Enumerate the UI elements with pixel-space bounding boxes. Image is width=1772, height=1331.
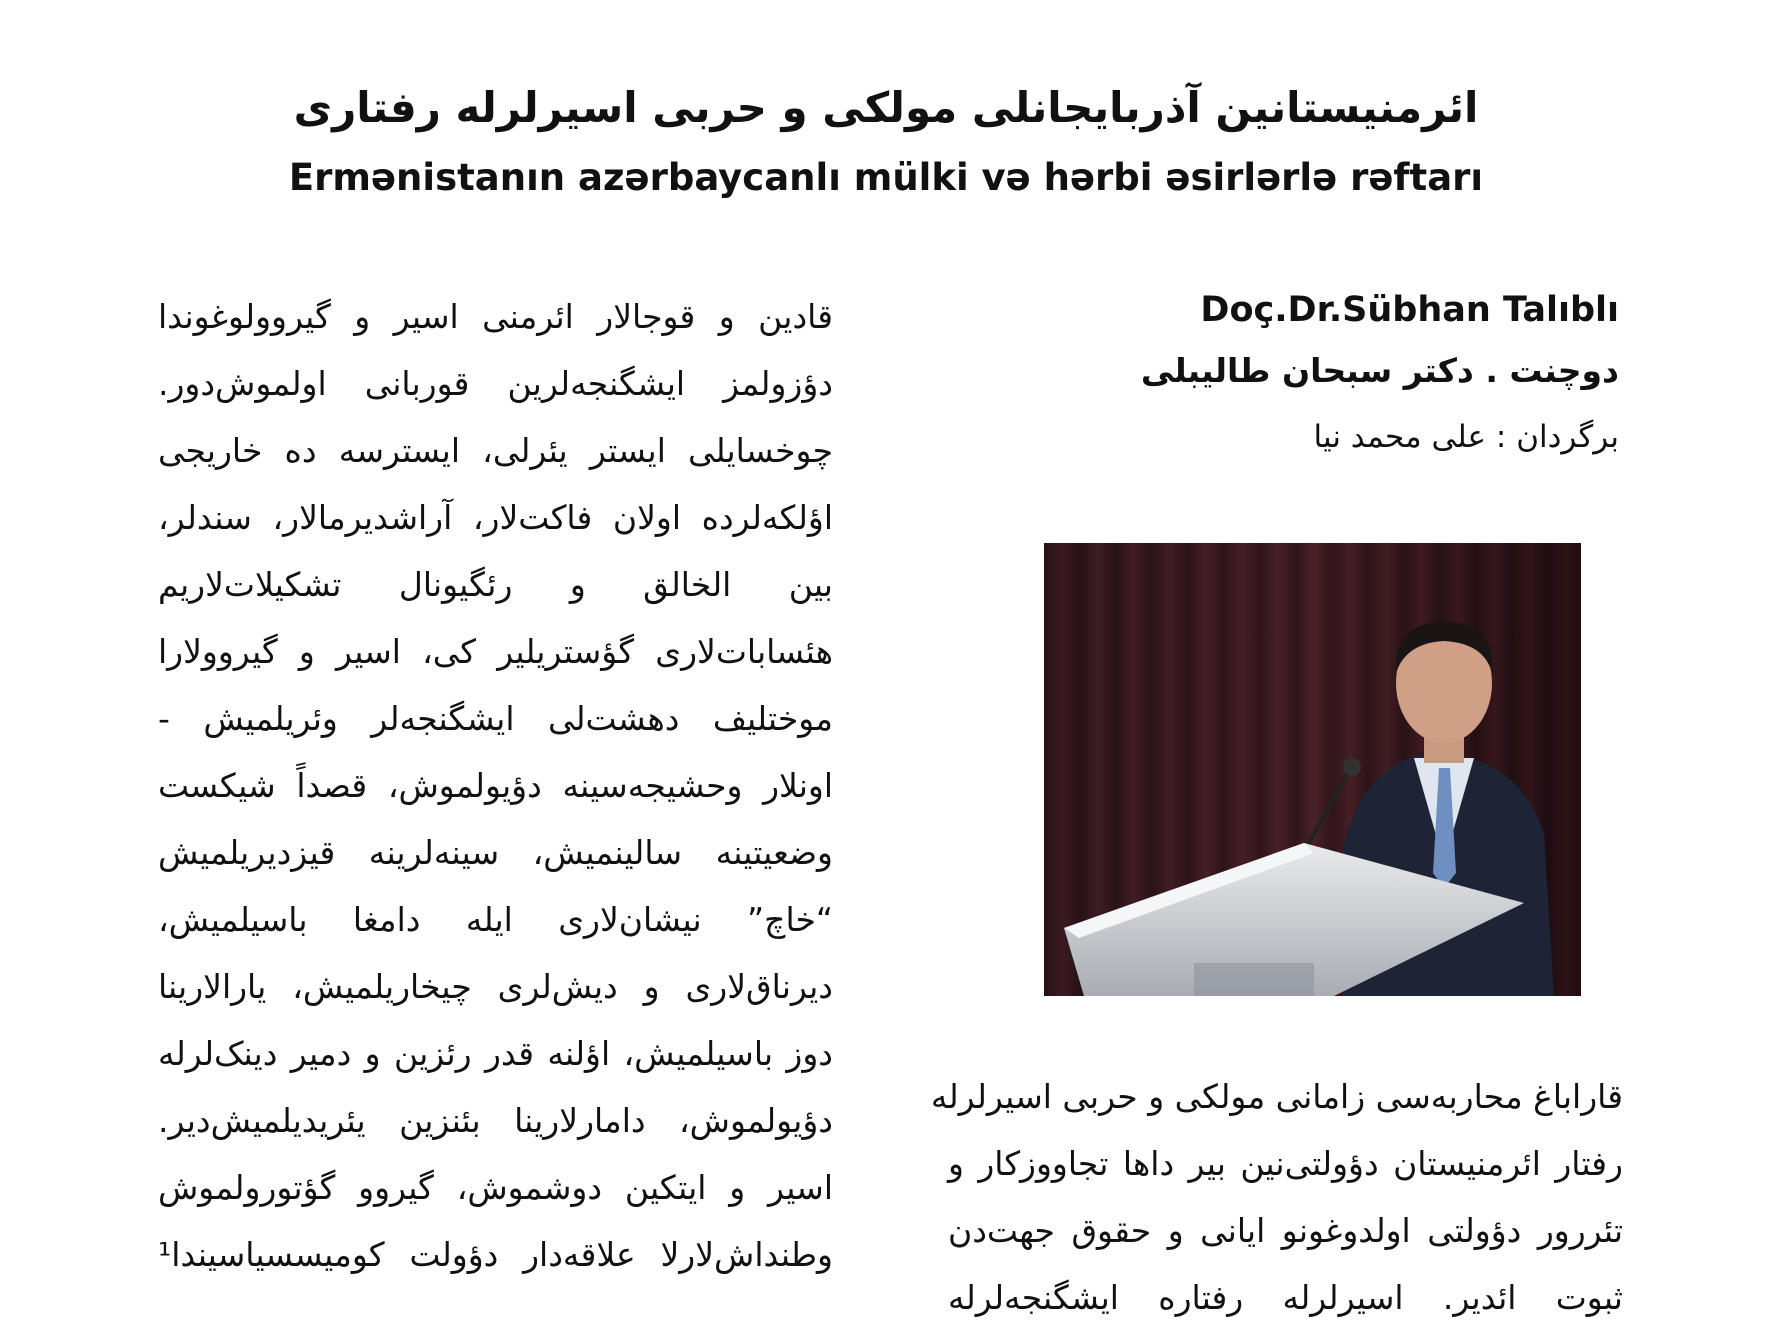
left-line: دؤزولمز ایشگنجه‌لرین قوربانی اولموش‌دور. (158, 364, 833, 403)
left-line: وضعیتینه سالینمیش، سینه‌لرینه قیزدیریلمیش (158, 833, 833, 872)
translator-credit: برگردان : علی محمد نیا (1313, 419, 1619, 455)
right-line: رفتار ائرمنیستان دؤولتی‌نین بیر داها تجاووزکار و (948, 1144, 1623, 1183)
right-line: تئررور دؤولتی اولدوغونو ایانی و حقوق جهت‌دن (948, 1211, 1623, 1250)
left-line: چوخسایلی ایستر یئرلی، ایسترسه ده خاریجی (158, 431, 833, 470)
left-line: “خاچ” نیشان‌لاری ایله دامغا باسیلمیش، (158, 900, 833, 939)
right-line: ثبوت ائدیر. اسیرلرله رفتاره ایشگنجه‌لرله (948, 1278, 1623, 1317)
author-block (1141, 282, 1619, 470)
right-text-column (930, 1063, 1623, 1331)
left-text-column (158, 283, 833, 1288)
right-line: قاراباغ محاربه‌سی زامانی مولکی و حربی اسیرلرله (930, 1077, 1623, 1116)
left-line: دوز باسیلمیش، اؤلنه قدر رئزین و دمیر دینک‌لرله (158, 1034, 833, 1073)
left-line: اونلار وحشیجه‌سینه دؤیولموش، قصداً شیکست (158, 766, 833, 805)
left-line: اسیر و ایتکین دوشموش، گیروو گؤتورولموش (158, 1168, 833, 1207)
left-line: دؤیولموش، دامارلارینا بئنزین یئریدیلمیش‌دیر. (158, 1101, 833, 1140)
left-line: موختلیف دهشت‌لی ایشگنجه‌لر وئریلمیش - (158, 699, 833, 738)
article-title-azerbaijani: Ermənistanın azərbaycanlı mülki və hərbi əsirlərlə rəftarı (288, 156, 1484, 199)
author-name: Doç.Dr.Sübhan Talıblı (1200, 290, 1619, 330)
left-line: وطنداش‌لارلا علاقه‌دار دؤولت کومیسسیاسیندا¹ (158, 1235, 833, 1274)
speaker-at-podium-photo-icon (1044, 543, 1581, 996)
left-line: دیرناق‌لاری و دیش‌لری چیخاریلمیش، یارالارینا (158, 967, 833, 1006)
author-name-persian: دوچنت . دکتر سبحان طالیبلی (1140, 351, 1619, 390)
left-line: بین الخالق و رئگیونال تشکیلات‌لاریم (158, 565, 833, 604)
left-line: هئسابات‌لاری گؤستریلیر کی، اسیر و گیروولارا (158, 632, 833, 671)
speaker-photo (1044, 543, 1581, 996)
left-line: قادین و قوجالار ائرمنی اسیر و گیروولوغوندا (158, 297, 833, 336)
left-line: اؤلکه‌لرده اولان فاکت‌لار، آراشدیرمالار، سندلر، (158, 498, 833, 537)
article-title-persian: ائرمنیستانین آذربایجانلی مولکی و حربی اسیرلرله رفتاری (293, 83, 1479, 132)
